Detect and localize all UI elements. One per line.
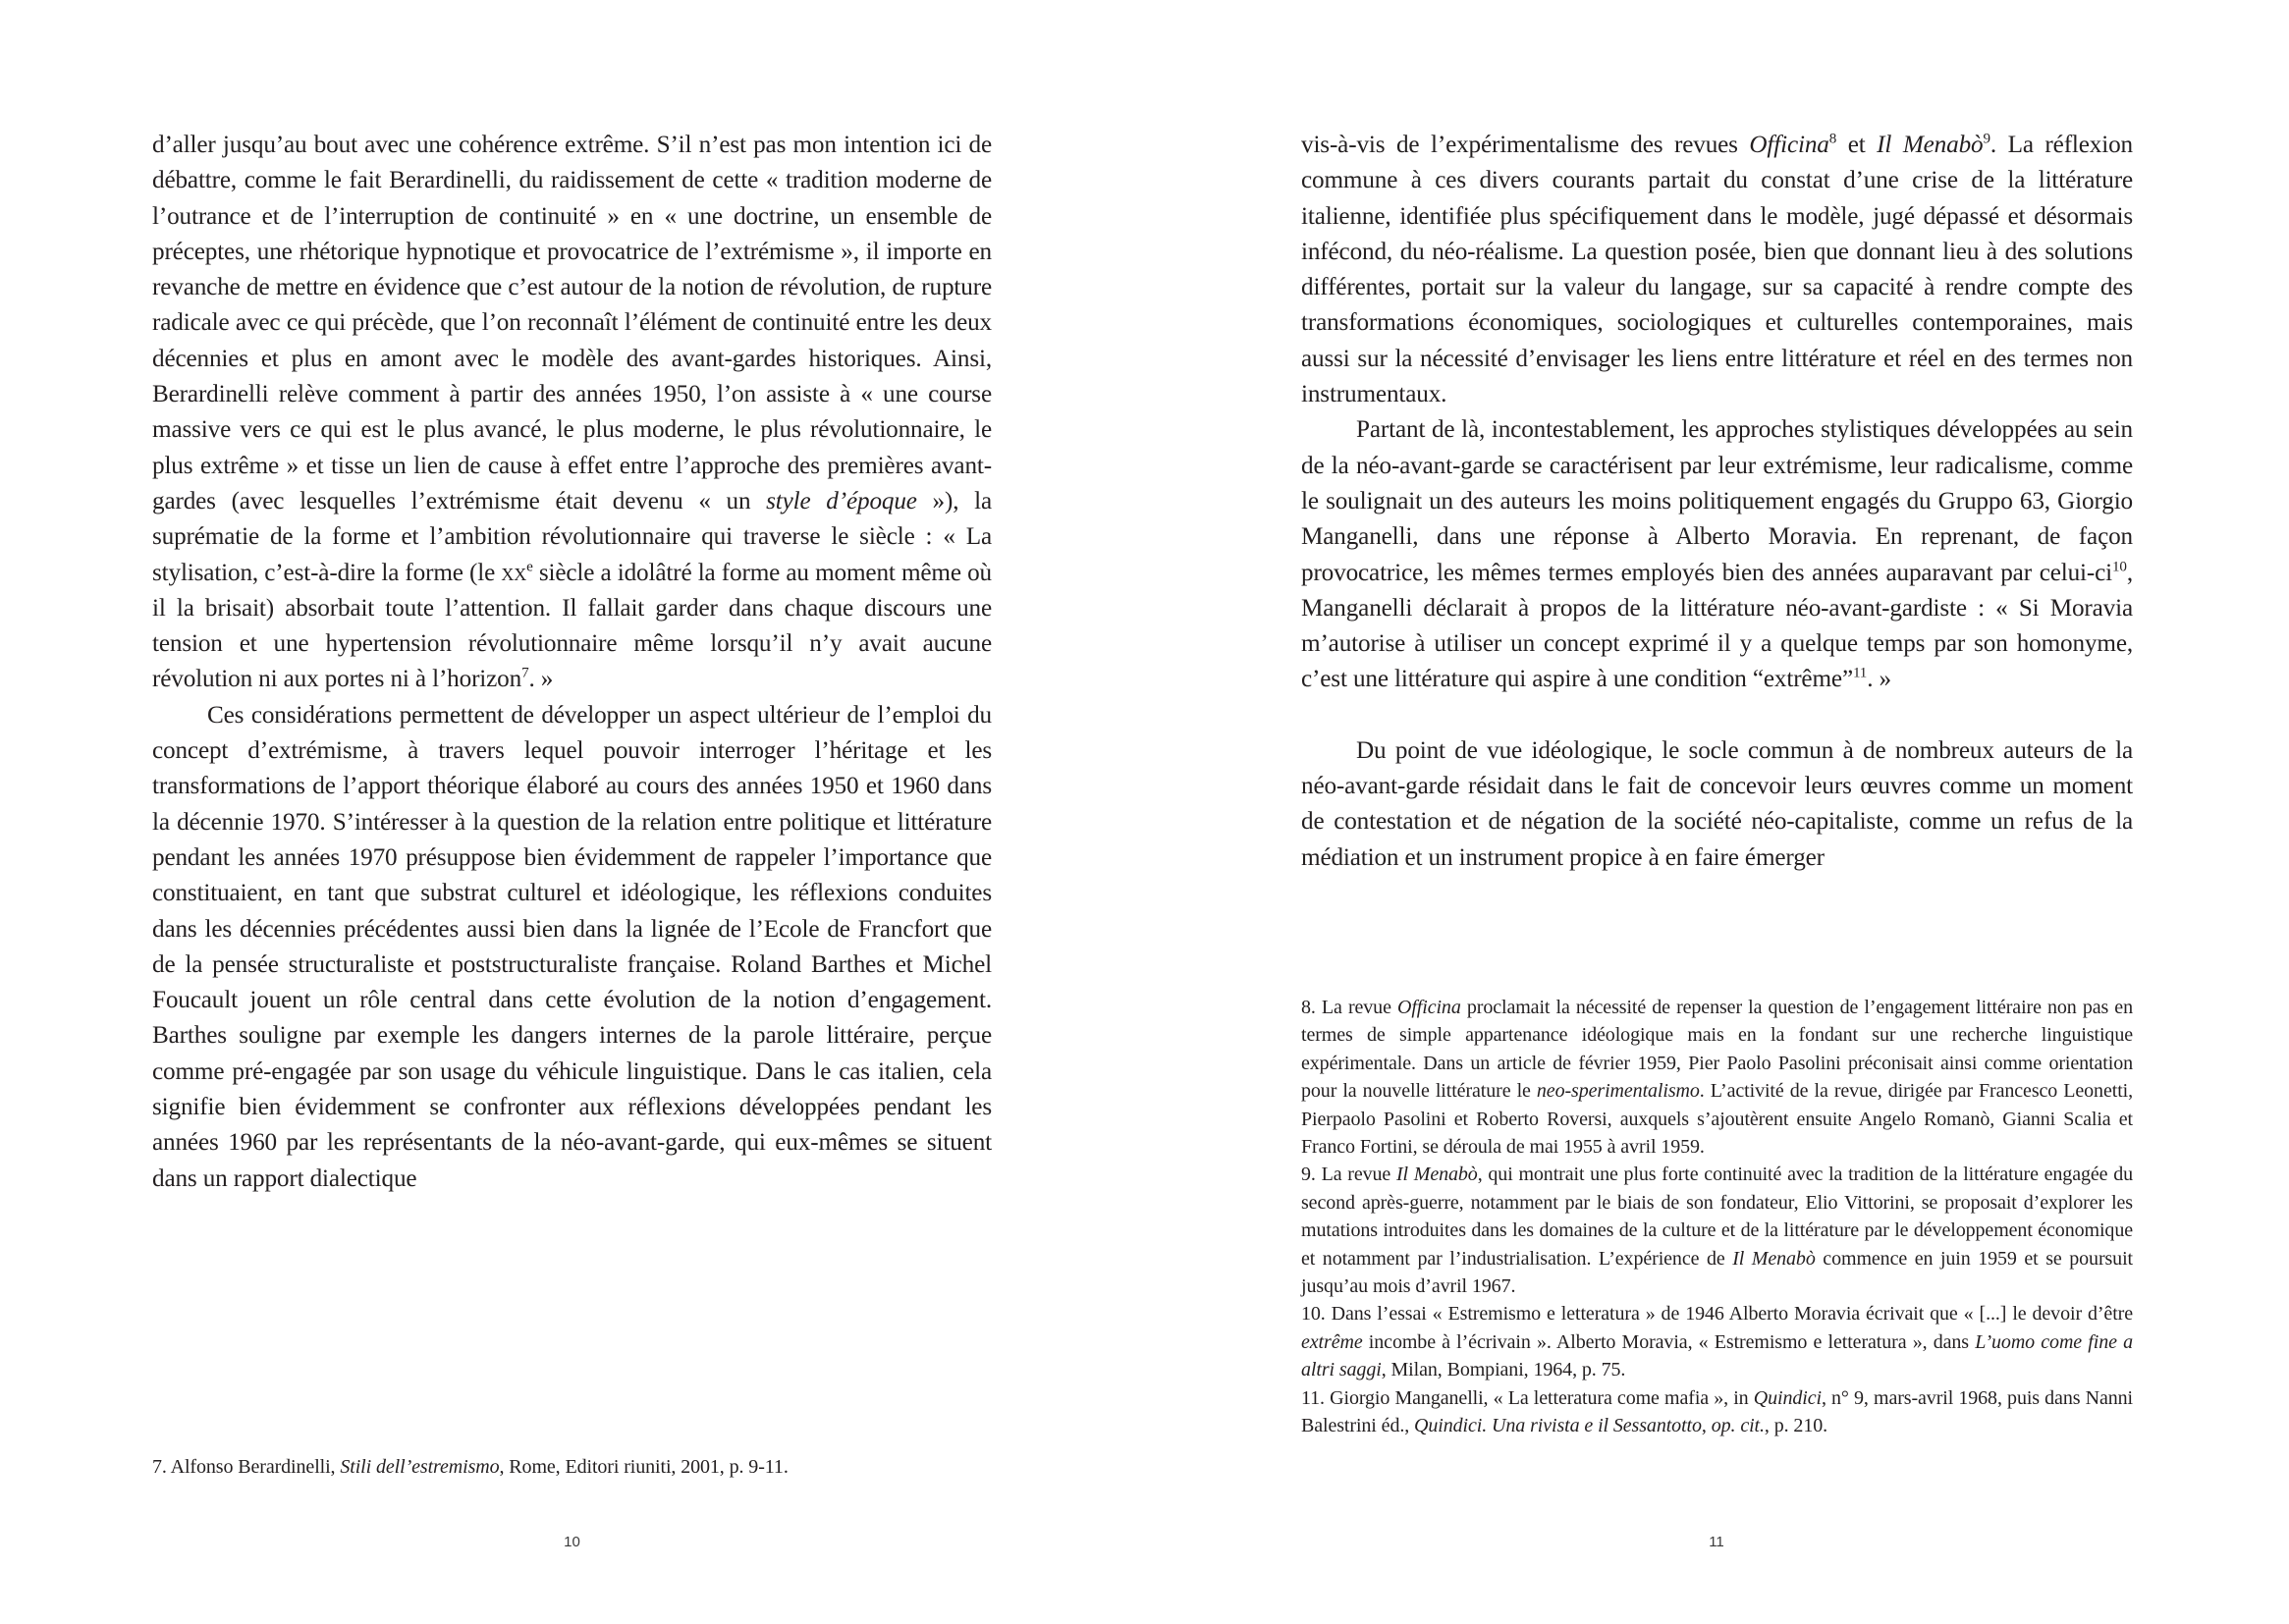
text-run: , Rome, Editori riuniti, 2001, p. 9-11.: [499, 1456, 789, 1478]
text-run: vis-à-vis de l’expérimentalisme des revues: [1301, 132, 1750, 158]
body-text: [1301, 128, 2133, 876]
text-run: . »: [528, 666, 554, 693]
italic-text: Il Menabò: [1732, 1247, 1816, 1270]
superscript: e: [526, 559, 533, 575]
text-run: ,: [1701, 1415, 1712, 1437]
text-run: , qui montrait une plus forte continuité avec la tradition de la littérature engagée du second après-guerre, notamment par le biais de son fondateur, Elio Vittorini, se proposait d’explorer les mutations introduites dans les domaines de la culture et de la littérature par le développement économique et notamment par l’industrialisation. L’expérience de: [1301, 1164, 2134, 1270]
italic-text: Stili dell’estremismo: [340, 1456, 500, 1478]
text-run: . »: [1867, 666, 1891, 693]
text-run: 9. La revue: [1301, 1164, 1396, 1186]
text-run: incombe à l’écrivain ». Alberto Moravia, « Estremismo e letteratura », dans: [1362, 1330, 1976, 1353]
page-number: 11: [1709, 1534, 1724, 1550]
footnote: [1301, 1300, 2133, 1383]
italic-text: Quindici. Una rivista e il Sessantotto: [1414, 1415, 1702, 1437]
page-number: 10: [564, 1534, 580, 1550]
text-run: »), la suprématie de la forme et l’ambition révolutionnaire qui traverse le siècle : « La stylisation, c’est-à-dire la forme (le: [152, 487, 992, 586]
italic-text: Officina: [1396, 997, 1461, 1018]
italic-text: Officina: [1749, 132, 1829, 158]
body-text: [152, 128, 992, 1197]
superscript: 11: [1852, 666, 1868, 682]
text-run: , Milan, Bompiani, 1964, p. 75.: [1381, 1359, 1626, 1381]
superscript: 10: [2112, 559, 2127, 575]
text-run: d’aller jusqu’au bout avec une cohérence extrême. S’il n’est pas mon intention ici de débattre, comme le fait Berardinelli, du raidissement de cette « tradition moderne de l’outrance et de l’interruption de continuité » en « une doctrine, un ensemble de préceptes, une rhétorique hypnotique et provocatrice de l’extrémisme », il importe en revanche de mettre en évidence que c’est autour de la notion de révolution, de rupture radicale avec ce qui précède, que l’on reconnaît l’élément de continuité entre les deux décennies et plus en amont avec le modèle des avant-gardes historiques. Ainsi, Berardinelli relève comment à partir des années 1950, l’on assiste à « une course massive vers ce qui est le plus avancé, le plus moderne, le plus révolutionnaire, le plus extrême » et tisse un lien de cause à effet entre l’approche des premières avant-gardes (avec lesquelles l’extrémisme était devenu « un: [152, 132, 992, 514]
text-run: Du point de vue idéologique, le socle commun à de nombreux auteurs de la néo-avant-garde résidait dans le fait de concevoir leurs œuvres comme un moment de contestation et de négation de la société néo-capitaliste, comme un refus de la médiation et un instrument propice à en faire émerger: [1301, 736, 2133, 871]
text-run: et: [1836, 132, 1878, 158]
paragraph: [152, 698, 992, 1197]
text-run: , p. 210.: [1764, 1415, 1828, 1437]
text-run: proclamait la nécessité de repenser la question de l’engagement littéraire non pas en termes de simple appartenance idéologique mais en la fondant sur une recherche linguistique expérimentale. Dans un article de février 1959, Pier Paolo Pasolini préconisait ainsi comme orientation pour la nouvelle littérature le: [1301, 997, 2133, 1103]
left-page: [0, 0, 1144, 1624]
text-run: 10. Dans l’essai « Estremismo e letteratura » de 1946 Alberto Moravia écrivait que « [...] le devoir d’être: [1301, 1303, 2133, 1326]
text-run: Partant de là, incontestablement, les approches stylistiques développées au sein de la néo-avant-garde se caractérisent par leur extrémisme, leur radicalisme, comme le soulignait un des auteurs les moins politiquement engagés du Gruppo 63, Giorgio Manganelli, dans une réponse à Alberto Moravia. En reprenant, de façon provocatrice, les mêmes termes employés bien des années auparavant par celui-ci: [1301, 416, 2133, 586]
text-run: . L’activité de la revue, dirigée par Francesco Leonetti, Pierpaolo Pasolini et Roberto Roversi, auxquels s’ajoutèrent ensuite Angelo Romanò, Gianni Scalia et Franco Fortini, se déroula de mai 1955 à avril 1959.: [1301, 1080, 2134, 1159]
text-run: commence en juin 1959 et se poursuit jusqu’au mois d’avril 1967.: [1301, 1247, 2133, 1298]
text-run: 7. Alfonso Berardinelli,: [152, 1456, 341, 1478]
footnotes: [152, 1453, 992, 1481]
text-run: . La réflexion commune à ces divers courants partait du constat d’une crise de la littérature italienne, identifiée plus spécifiquement dans le modèle, jugé dépassé et désormais infécond, du néo-réalisme. La question posée, bien que donnant lieu à des solutions différentes, portait sur la valeur du langage, sur sa capacité à rendre compte des transformations économiques, sociologiques et culturelles contemporaines, mais aussi sur la nécessité d’envisager les liens entre littérature et réel en des termes non instrumentaux.: [1301, 132, 2133, 408]
text-run: , Manganelli déclarait à propos de la littérature néo-avant-gardiste : « Si Moravia m’autorise à utiliser un concept exprimé il y a quelque temps par son homonyme, c’est une littérature qui aspire à une condition “extrême”: [1301, 559, 2133, 693]
italic-text: Il Menabò: [1395, 1164, 1478, 1186]
right-page: [1144, 0, 2289, 1624]
text-run: 11. Giorgio Manganelli, « La letteratura come mafia », in: [1301, 1386, 1754, 1409]
text-run: siècle a idolâtré la forme au moment même où il la brisait) absorbait toute l’attention. Il fallait garder dans chaque discours une tension et une hypertension révolutionnaire même lorsqu’il n’y avait aucune révolution ni aux portes ni à l’horizon: [152, 559, 992, 693]
footnote: [152, 1453, 992, 1481]
text-run: , n° 9, mars-avril 1968, puis dans Nanni Balestrini éd.,: [1301, 1386, 2133, 1437]
italic-text: style d’époque: [766, 487, 917, 514]
small-caps-text: xx: [501, 559, 527, 586]
paragraph: [1301, 128, 2133, 412]
superscript: 8: [1828, 131, 1837, 147]
italic-text: Quindici: [1753, 1386, 1822, 1409]
italic-text: Il Menabò: [1877, 132, 1984, 158]
footnote: [1301, 1384, 2133, 1440]
paragraph: [152, 128, 992, 698]
footnotes: [1301, 994, 2133, 1440]
superscript: 9: [1983, 131, 1990, 147]
text-run: Ces considérations permettent de développer un aspect ultérieur de l’emploi du concept d’extrémisme, à travers lequel pouvoir interroger l’héritage et les transformations de l’apport théorique élaboré au cours des années 1950 et 1960 dans la décennie 1970. S’intéresser à la question de la relation entre politique et littérature pendant les années 1970 présuppose bien évidemment de rappeler l’importance que constituaient, en tant que substrat culturel et idéologique, les réflexions conduites dans les décennies précédentes aussi bien dans la lignée de l’Ecole de Francfort que de la pensée structuraliste et poststructuraliste française. Roland Barthes et Michel Foucault jouent un rôle central dans cette évolution de la notion d’engagement. Barthes souligne par exemple les dangers internes de la parole littéraire, perçue comme pré-engagée par son usage du véhicule linguistique. Dans le cas italien, cela signifie bien évidemment se confronter aux réflexions développées pendant les années 1960 par les représentants de la néo-avant-garde, qui eux-mêmes se situent dans un rapport dialectique: [152, 701, 992, 1192]
footnote: [1301, 1161, 2133, 1300]
text-run: 8. La revue: [1301, 997, 1397, 1018]
italic-text: neo-sperimentalismo: [1536, 1080, 1700, 1103]
footnote: [1301, 994, 2133, 1161]
paragraph: [1301, 412, 2133, 697]
italic-text: extrême: [1301, 1330, 1363, 1353]
italic-text: op. cit.: [1711, 1415, 1765, 1437]
italic-text: L’uomo come fine a altri saggi: [1301, 1330, 2133, 1381]
paragraph: [1301, 733, 2133, 876]
superscript: 7: [521, 666, 529, 682]
